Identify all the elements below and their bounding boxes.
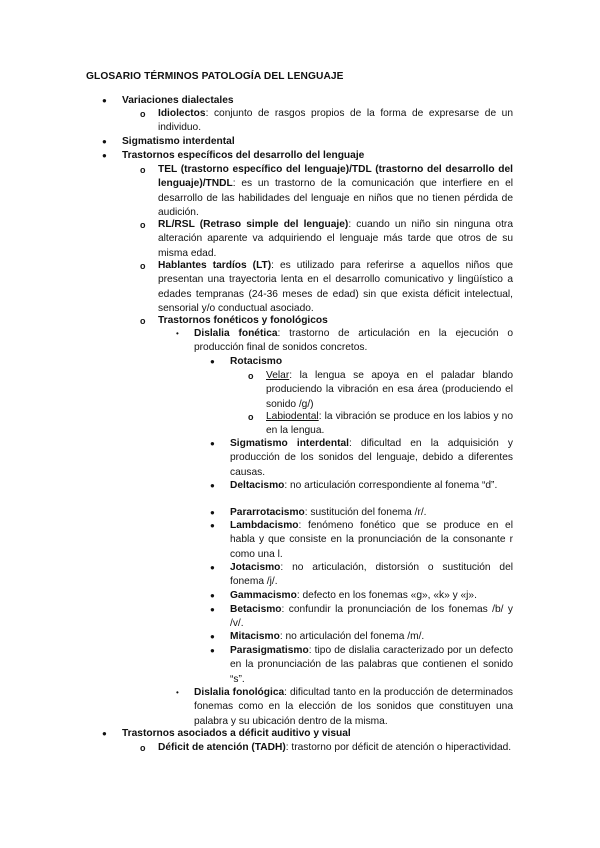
term: Pararrotacismo: [230, 507, 305, 518]
term: Gammacismo: [230, 590, 297, 601]
list-item: [210, 644, 513, 687]
definition: : es un trastorno de la comunicación que interfiere en el desarrollo de las habilidades del lenguaje en niños que no tienen pérdida de audición.: [158, 178, 513, 219]
definition: : trastorno por déficit de atención o hiperactividad.: [285, 742, 512, 753]
definition: : conjunto de rasgos propios de la forma de expresarse de un individuo.: [158, 108, 513, 134]
bullet-icon: o: [248, 412, 254, 422]
bullet-icon: ●: [210, 521, 215, 530]
list-item: [140, 107, 513, 136]
definition: : sustitución del fonema /r/.: [304, 507, 427, 518]
term: Variaciones dialectales: [122, 95, 234, 106]
definition: : tipo de dislalia caracterizado por un defecto en la pronunciación de las palabras que contienen el sonido “s”.: [230, 645, 513, 685]
definition: : trastorno de articulación en la ejecución o producción final de sonidos concretos.: [194, 328, 513, 354]
list-item: [140, 741, 513, 755]
document-title: GLOSARIO TÉRMINOS PATOLOGÍA DEL LENGUAJE: [86, 71, 344, 82]
term: Velar: [266, 370, 290, 381]
term: Idiolectos: [158, 108, 206, 119]
bullet-icon: ●: [210, 357, 215, 366]
term: Deltacismo: [230, 480, 285, 491]
bullet-icon: o: [140, 316, 146, 326]
term: Sigmatismo interdental: [122, 136, 235, 147]
list-item: [176, 327, 513, 356]
definition: : defecto en los fonemas «g», «k» y «j».: [296, 590, 477, 601]
bullet-icon: o: [140, 743, 146, 753]
bullet-icon: o: [140, 165, 146, 175]
term: Déficit de atención (TADH): [158, 742, 286, 753]
term: Lambdacismo: [230, 520, 299, 531]
list-item: [210, 603, 513, 632]
term: Mitacismo: [230, 631, 280, 642]
bullet-icon: o: [140, 261, 146, 271]
list-item: [248, 369, 513, 412]
definition: : fenómeno fonético que se produce en el habla y que consiste en la pronunciación de la consonante r como una l.: [230, 520, 513, 560]
list-item: [210, 437, 513, 480]
bullet-icon: •: [176, 688, 179, 697]
bullet-icon: ●: [102, 137, 107, 146]
definition: : no articulación correspondiente al fonema “d”.: [284, 480, 498, 491]
bullet-icon: ●: [210, 632, 215, 641]
list-item: [102, 727, 512, 741]
bullet-icon: o: [248, 371, 254, 381]
bullet-icon: ●: [210, 439, 215, 448]
list-item: [210, 355, 513, 369]
term: Betacismo: [230, 604, 282, 615]
list-item: [210, 479, 513, 493]
bullet-icon: ●: [210, 508, 215, 517]
definition: : no articulación del fonema /m/.: [279, 631, 425, 642]
definition: : cuando un niño sin ninguna otra alteración aparente va adquiriendo el lenguaje más tarde que otros de su misma edad.: [158, 219, 513, 259]
bullet-icon: •: [176, 329, 179, 338]
list-item: [176, 686, 513, 729]
definition: : no articulación, distorsión o sustitución del fonema /j/.: [230, 562, 513, 588]
list-item: [210, 519, 513, 562]
bullet-icon: ●: [102, 96, 107, 105]
definition: : la vibración se produce en los labios y no en la lengua.: [266, 411, 513, 437]
list-item: [140, 259, 513, 317]
definition: : dificultad en la adquisición y producción de los sonidos del lenguaje, debido a diferentes causas.: [230, 438, 513, 478]
bullet-icon: ●: [210, 646, 215, 655]
list-item: [140, 163, 513, 221]
term: Dislalia fonológica: [194, 687, 285, 698]
term: TEL (trastorno específico del lenguaje)/TDL (trastorno del desarrollo del lenguaje)/TNDL: [158, 164, 513, 190]
term: Sigmatismo interdental: [230, 438, 349, 449]
bullet-icon: ●: [210, 563, 215, 572]
term: Dislalia fonética: [194, 328, 278, 339]
bullet-icon: ●: [102, 729, 107, 738]
list-item: [210, 561, 513, 590]
definition: : la lengua se apoya en el paladar blando produciendo la vibración en esa área (produciendo el sonido /g/): [266, 370, 513, 410]
term: Rotacismo: [230, 356, 283, 367]
term: Trastornos específicos del desarrollo del lenguaje: [122, 150, 365, 161]
term: Trastornos fonéticos y fonológicos: [158, 315, 328, 326]
list-item: [102, 135, 512, 149]
list-item: [102, 149, 512, 163]
term: Hablantes tardíos (LT): [158, 260, 272, 271]
definition: : es utilizado para referirse a aquellos niños que presentan una trayectoria lenta en el desarrollo comunicativo y lingüístico a edades tempranas (24-36 meses de edad) sin que exista déficit intelectual, sensorial y/o conductual asociado.: [158, 260, 513, 315]
bullet-icon: o: [140, 109, 146, 119]
bullet-icon: o: [140, 220, 146, 230]
term: Trastornos asociados a déficit auditivo y visual: [122, 728, 351, 739]
term: Parasigmatismo: [230, 645, 309, 656]
term: Labiodental: [266, 411, 319, 422]
bullet-icon: ●: [210, 481, 215, 490]
term: Jotacismo: [230, 562, 281, 573]
definition: : dificultad tanto en la producción de determinados fonemas como en la elección de los sonidos que constituyen una palabra y su ubicación dentro de la misma.: [194, 687, 513, 727]
bullet-icon: ●: [102, 151, 107, 160]
list-item: [248, 410, 513, 439]
term: RL/RSL (Retraso simple del lenguaje): [158, 219, 349, 230]
list-item: [210, 589, 513, 603]
list-item: [140, 218, 513, 261]
bullet-icon: ●: [210, 605, 215, 614]
list-item: [210, 630, 513, 644]
bullet-icon: ●: [210, 591, 215, 600]
definition: : confundir la pronunciación de los fonemas /b/ y /v/.: [230, 604, 513, 630]
